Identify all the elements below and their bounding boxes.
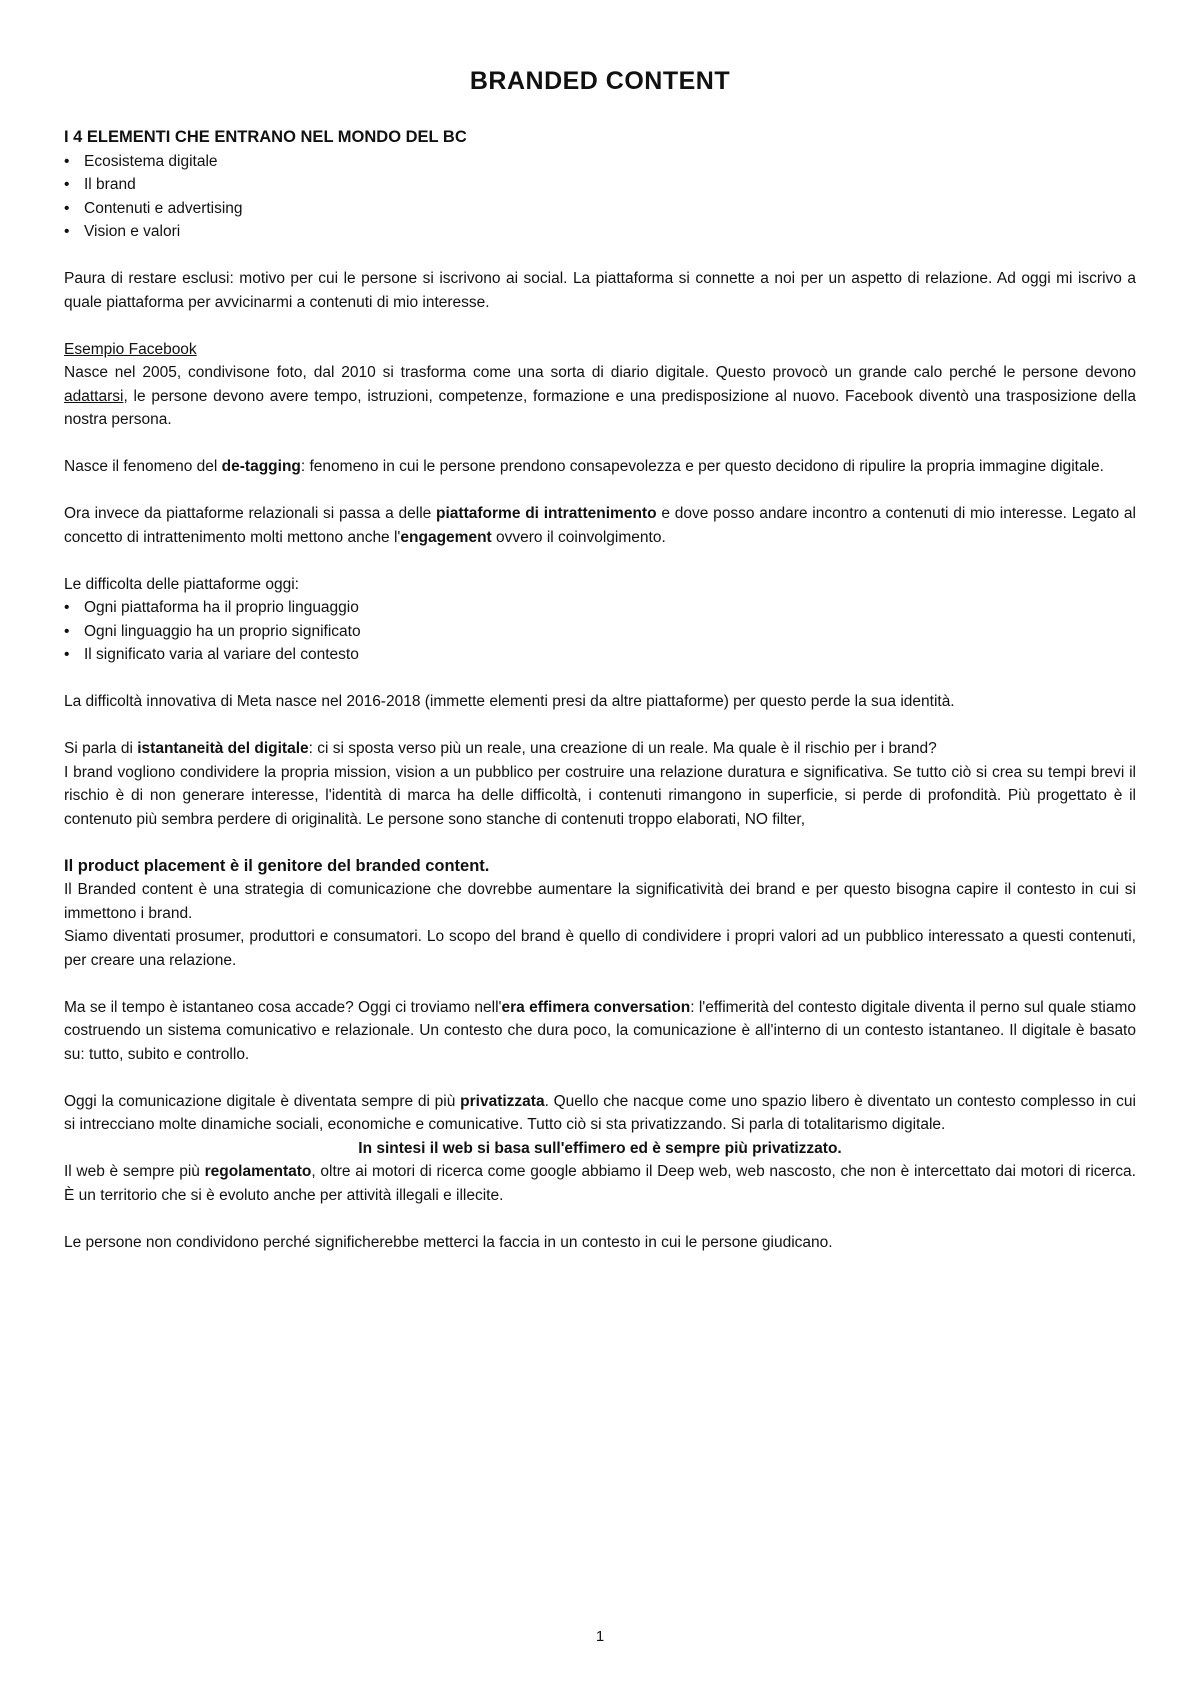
- text-run: . Quello che nacque come uno spazio libero è diventato un contesto complesso in cui si intrecciano molte dinamiche sociali, economiche e comunicative. Tutto ciò si sta privatizzando. Si parla di totalitarismo digitale.: [64, 1092, 1136, 1133]
- difficolta-list: [64, 596, 1136, 667]
- document-title: BRANDED CONTENT: [469, 67, 731, 95]
- paragraph-intrattenimento: [64, 502, 1136, 549]
- paragraph-istantaneita: [64, 737, 1136, 761]
- text-run: ovvero il coinvolgimento.: [491, 528, 666, 546]
- list-item-text: Contenuti e advertising: [84, 199, 243, 217]
- list-item: [64, 596, 1136, 620]
- sintesi-statement: In sintesi il web si basa sull'effimero ed è sempre più privatizzato.: [358, 1139, 842, 1157]
- list-item-text: Il significato varia al variare del contesto: [84, 646, 359, 663]
- bold-run: regolamentato: [204, 1163, 312, 1180]
- list-item: [64, 173, 1136, 197]
- difficolta-intro: Le difficolta delle piattaforme oggi:: [64, 575, 299, 593]
- paragraph-regolamentato: [64, 1160, 1136, 1207]
- section-heading: I 4 ELEMENTI CHE ENTRANO NEL MONDO DEL BC: [64, 128, 467, 146]
- list-item-text: Ogni piattaforma ha il proprio linguaggio: [84, 599, 359, 616]
- text-run: Il web è sempre più: [64, 1163, 205, 1180]
- text-run: le persone devono avere tempo, istruzioni, competenze, formazione e una predisposizione al nuovo. Facebook diventò una trasposizione della nostra persona.: [64, 387, 1136, 428]
- text-run: : fenomeno in cui le persone prendono consapevolezza e per questo decidono di ripulire la propria immagine digitale.: [300, 458, 1104, 475]
- text-run: , oltre ai motori di ricerca come google abbiamo il Deep web, web nascosto, che non è intercettato dai motori di ricerca. È un territorio che si è evoluto anche per attività illegali e illecite.: [64, 1163, 1136, 1204]
- paragraph-facebook: [64, 361, 1136, 432]
- bold-run: privatizzata: [460, 1092, 545, 1110]
- paragraph-branded-content: Il Branded content è una strategia di comunicazione che dovrebbe aumentare la significatività dei brand e per questo bisogna capire il contesto in cui si immettono i brand.: [64, 881, 1136, 922]
- text-run: Si parla di: [64, 740, 138, 757]
- bold-run: engagement: [400, 528, 492, 546]
- text-run: : ci si sposta verso più un reale, una creazione di un reale. Ma quale è il rischio per i brand?: [308, 740, 937, 757]
- list-item-text: Ecosistema digitale: [84, 152, 218, 170]
- text-run: Nasce il fenomeno del: [64, 458, 222, 475]
- bold-run: era effimera conversation: [501, 998, 691, 1016]
- paragraph-privatizzata: [64, 1090, 1136, 1137]
- bold-run: piattaforme di intrattenimento: [436, 505, 657, 522]
- underlined-run: adattarsi,: [64, 387, 128, 405]
- paragraph-paura: Paura di restare esclusi: motivo per cui le persone si iscrivono ai social. La piattaforma si connette a noi per un aspetto di relazione. Ad oggi mi iscrivo a quale piattaforma per avvicinarmi a contenuti di mio interesse.: [64, 270, 1136, 311]
- list-item: [64, 197, 1136, 221]
- list-item: [64, 220, 1136, 244]
- facebook-subheading-text: Esempio Facebook: [64, 340, 197, 358]
- elements-list: [64, 150, 1136, 244]
- paragraph-meta: La difficoltà innovativa di Meta nasce nel 2016-2018 (immette elementi presi da altre piattaforme) per questo perde la sua identità.: [64, 693, 955, 710]
- list-item: [64, 620, 1136, 644]
- page-number: 1: [595, 1628, 605, 1645]
- list-item-text: Il brand: [84, 176, 136, 193]
- text-run: Oggi la comunicazione digitale è diventata sempre di più: [64, 1092, 461, 1110]
- list-item-text: Vision e valori: [84, 223, 181, 240]
- paragraph-brand-mission: I brand vogliono condividere la propria mission, vision a un pubblico per costruire una relazione duratura e significativa. Se tutto ciò si crea su tempi brevi il rischio è di non generare interesse, l'identità di marca ha delle difficoltà, i contenuti rimangono in superficie, si perde di profondità. Più progettato è il contenuto più sembra perdere di originalità. Le persone sono stanche di contenuti troppo elaborati, NO filter,: [64, 763, 1136, 828]
- bold-run: istantaneità del digitale: [137, 740, 309, 757]
- paragraph-detagging: [64, 455, 1136, 479]
- paragraph-prosumer: Siamo diventati prosumer, produttori e consumatori. Lo scopo del brand è quello di condividere i propri valori ad un pubblico interessato a questi contenuti, per creare una relazione.: [64, 928, 1136, 969]
- text-run: e dove posso andare incontro a contenuti di mio interesse. Legato al concetto di intrattenimento molti mettono anche l': [64, 505, 1136, 546]
- text-run: Nasce nel 2005, condivisone foto, dal 2010 si trasforma come una sorta di diario digitale. Questo provocò un grande calo perché le persone devono: [64, 364, 1136, 381]
- list-item: [64, 643, 1136, 667]
- text-run: Ora invece da piattaforme relazionali si passa a delle: [64, 505, 437, 522]
- list-item: [64, 150, 1136, 174]
- bold-run: de-tagging: [221, 458, 301, 475]
- product-placement-heading: Il product placement è il genitore del branded content.: [64, 856, 490, 875]
- paragraph-condivisione: Le persone non condividono perché significherebbe metterci la faccia in un contesto in cui le persone giudicano.: [64, 1233, 833, 1251]
- text-run: Ma se il tempo è istantaneo cosa accade? Oggi ci troviamo nell': [64, 998, 502, 1016]
- facebook-subheading: [64, 338, 1136, 362]
- paragraph-era-effimera: [64, 996, 1136, 1067]
- text-run: : l'effimerità del contesto digitale diventa il perno sul quale stiamo costruendo un sistema comunicativo e relazionale. Un contesto che dura poco, la comunicazione è all'interno di un contesto istantaneo. Il digitale è basato su: tutto, subito e controllo.: [64, 998, 1136, 1063]
- list-item-text: Ogni linguaggio ha un proprio significato: [84, 622, 361, 640]
